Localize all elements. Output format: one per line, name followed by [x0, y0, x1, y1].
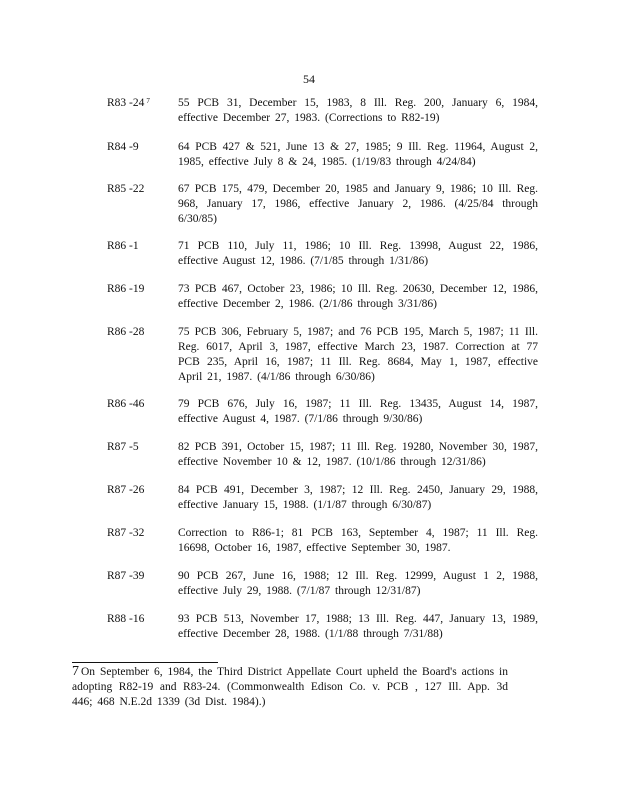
entry-citation: 75 PCB 306, February 5, 1987; and 76 PCB 195, March 5, 1987; 11 Ill. Reg. 6017, April 3, 1987, effective March 23, 1987. Correction at 77 PCB 235, April 16, 1987; 11 Ill. Reg. 8684, May 1, 1987, effective April 21, 1987. (4/1/86 through 6/30/86): [178, 326, 538, 383]
entry-citation: 64 PCB 427 & 521, June 13 & 27, 1985; 9 Ill. Reg. 11964, August 2, 1985, effective July 8 & 24, 1985. (1/19/83 through 4/24/84): [178, 141, 538, 168]
entry-citation: 73 PCB 467, October 23, 1986; 10 Ill. Reg. 20630, December 12, 1986, effective December 2, 1986. (2/1/86 through 3/31/86): [178, 283, 538, 310]
docket-number: R87 -39: [107, 570, 145, 582]
entry-citation: 71 PCB 110, July 11, 1986; 10 Ill. Reg. 13998, August 22, 1986, effective August 12, 1986. (7/1/85 through 1/31/86): [178, 240, 538, 267]
docket-number: R87 -32: [107, 527, 145, 539]
docket-number: R86 -46: [107, 398, 145, 410]
docket-number: R84 -9: [107, 141, 139, 153]
docket-number: R83 -24 $^7$: [107, 97, 150, 109]
docket-number: R87 -26: [107, 484, 145, 496]
footnote-mark: 7: [72, 664, 79, 679]
footnote-text: On September 6, 1984, the Third District Appellate Court upheld the Board's actions in adopting R82-19 and R83-24. (Commonwealth Edison Co. v. PCB , 127 Ill. App. 3d 446; 468 N.E.2d 1339 (3d Dist. 1984).): [72, 666, 508, 708]
docket-number: R86 -19: [107, 283, 145, 295]
footnote-reference[interactable]: 7: [146, 97, 150, 105]
entry-citation: 55 PCB 31, December 15, 1983, 8 Ill. Reg. 200, January 6, 1984, effective December 27, 1983. (Corrections to R82-19): [178, 97, 538, 124]
docket-number: R86 -1: [107, 240, 139, 252]
entry-citation: 79 PCB 676, July 16, 1987; 11 Ill. Reg. 13435, August 14, 1987, effective August 4, 1987. (7/1/86 through 9/30/86): [178, 398, 538, 425]
docket-number: R88 -16: [107, 613, 145, 625]
entry-citation: Correction to R86-1; 81 PCB 163, September 4, 1987; 11 Ill. Reg. 16698, October 16, 1987, effective September 30, 1987.: [178, 527, 538, 554]
entry-citation: 82 PCB 391, October 15, 1987; 11 Ill. Reg. 19280, November 30, 1987, effective November 10 & 12, 1987. (10/1/86 through 12/31/86): [178, 441, 538, 468]
docket-number: R85 -22: [107, 183, 145, 195]
footnote-separator: [72, 662, 218, 663]
footnote: [72, 664, 508, 710]
entry-citation: 67 PCB 175, 479, December 20, 1985 and January 9, 1986; 10 Ill. Reg. 968, January 17, 1986, effective January 2, 1986. (4/25/84 through 6/30/85): [178, 183, 538, 225]
docket-number: R87 -5: [107, 441, 139, 453]
page-number: 54: [303, 72, 315, 86]
docket-number: R86 -28: [107, 326, 145, 338]
entry-citation: 93 PCB 513, November 17, 1988; 13 Ill. Reg. 447, January 13, 1989, effective December 28, 1988. (1/1/88 through 7/31/88): [178, 613, 538, 640]
entry-citation: 84 PCB 491, December 3, 1987; 12 Ill. Reg. 2450, January 29, 1988, effective January 15, 1988. (1/1/87 through 6/30/87): [178, 484, 538, 511]
entry-citation: 90 PCB 267, June 16, 1988; 12 Ill. Reg. 12999, August 1 2, 1988, effective July 29, 1988. (7/1/87 through 12/31/87): [178, 570, 538, 597]
